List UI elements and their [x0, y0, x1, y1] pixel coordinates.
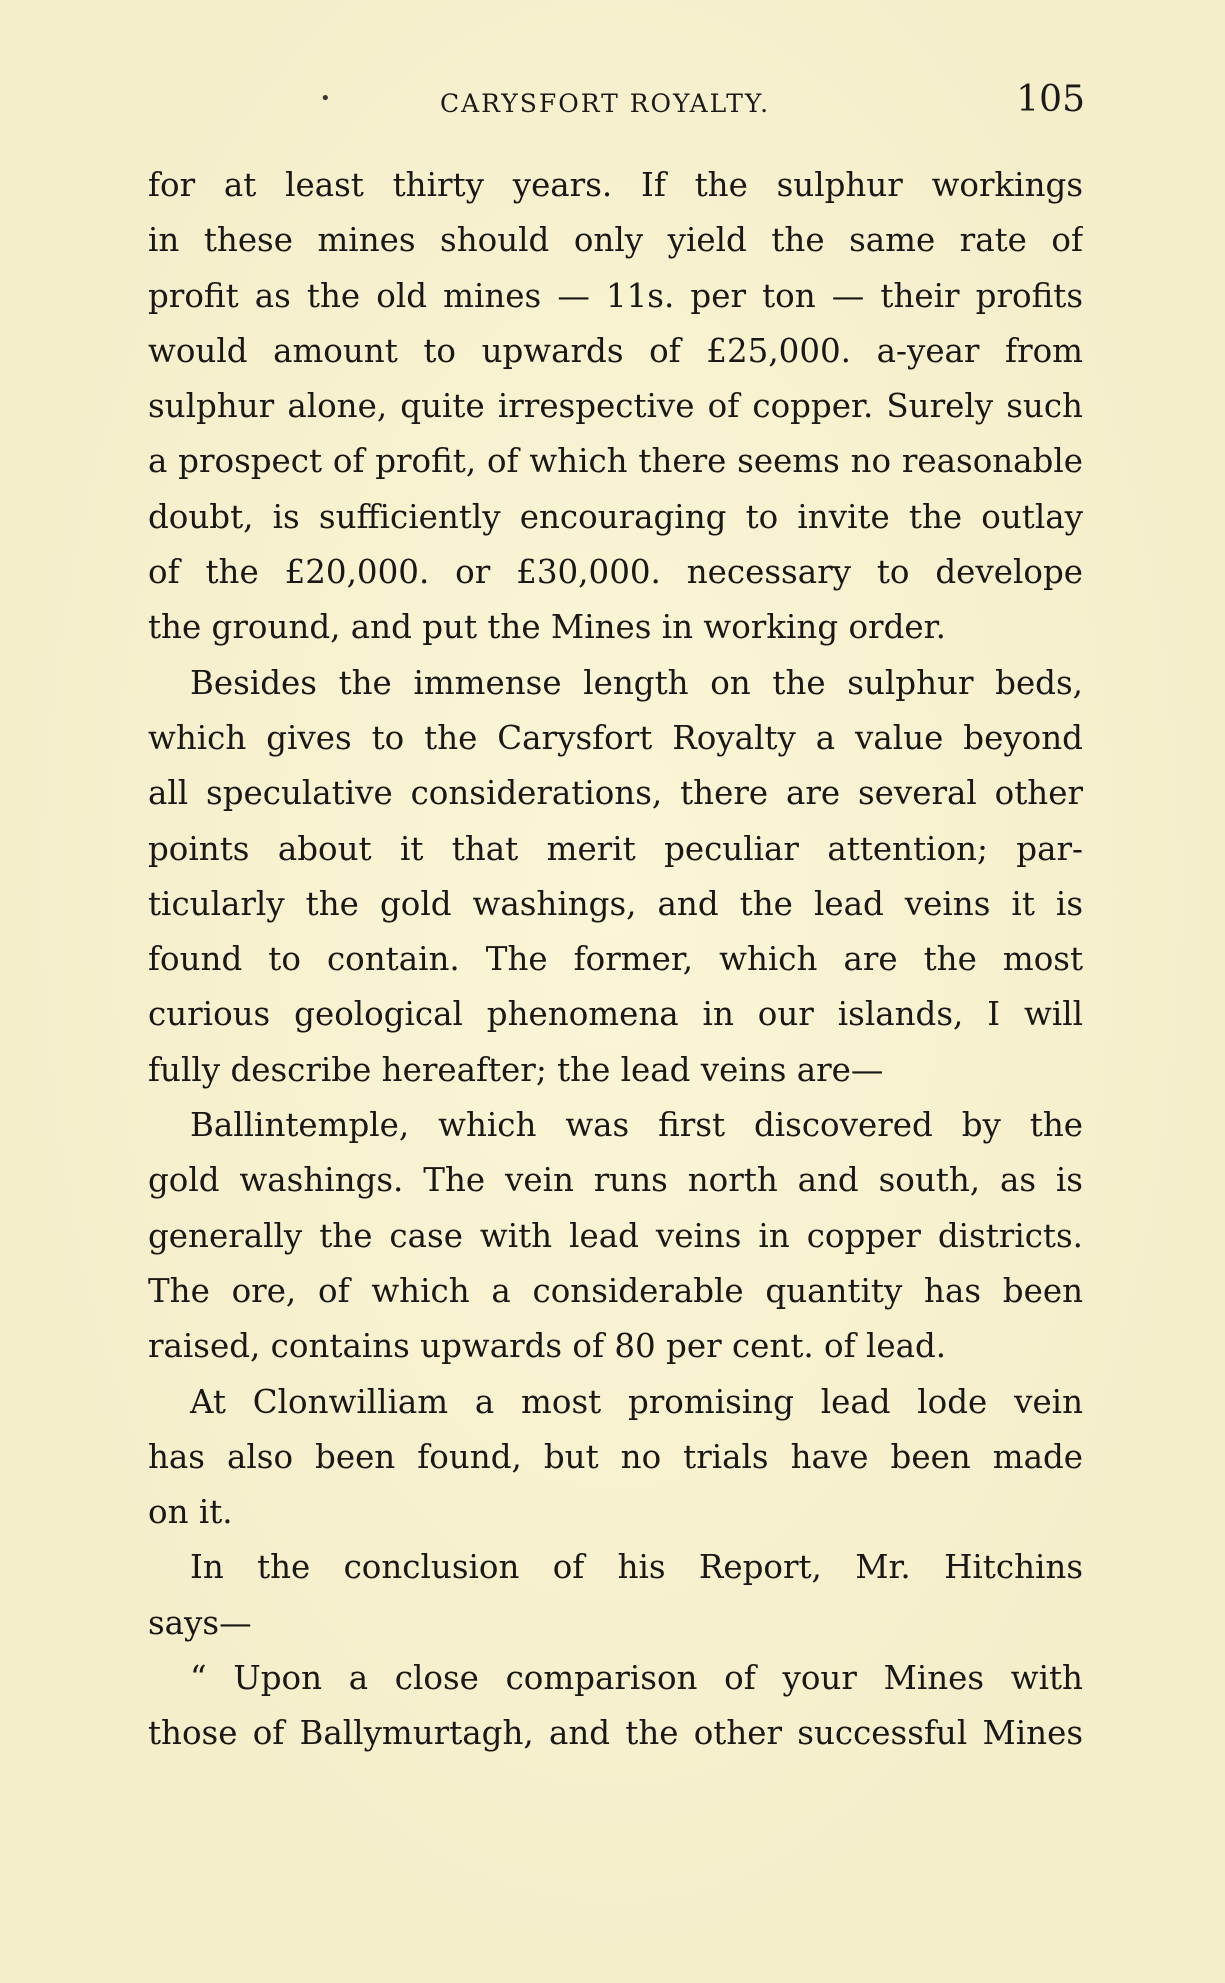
text-line: The ore, of which a considerable quantity has been	[148, 1271, 1083, 1310]
text-line: gold washings. The vein runs north and south, as is	[148, 1161, 1083, 1200]
text-line: Ballintemple, which was first discovered by the	[190, 1106, 1083, 1145]
text-line: the ground, and put the Mines in working order.	[148, 608, 946, 647]
text-line: generally the case with lead veins in copper districts.	[148, 1216, 1083, 1255]
text-line: “ Upon a close comparison of your Mines with	[190, 1659, 1083, 1698]
text-line: a prospect of profit, of which there seems no reasonable	[148, 442, 1083, 481]
text-line: says—	[148, 1603, 252, 1642]
text-line: all speculative considerations, there are several other	[148, 774, 1083, 813]
page-header	[150, 76, 1085, 126]
text-line: for at least thirty years. If the sulphur workings	[148, 166, 1083, 204]
printer-mark: •	[320, 88, 331, 109]
text-line: points about it that merit peculiar attention; par-	[148, 829, 1083, 868]
text-line: on it.	[148, 1493, 233, 1532]
text-line: doubt, is sufficiently encouraging to invite the outlay	[148, 497, 1083, 536]
text-line: ticularly the gold washings, and the lead veins it is	[148, 884, 1083, 923]
text-line: At Clonwilliam a most promising lead lode vein	[190, 1382, 1083, 1421]
body-text	[148, 158, 1083, 1762]
text-line: Besides the immense length on the sulphur beds,	[190, 663, 1083, 702]
text-line: would amount to upwards of £25,000. a-year from	[148, 331, 1083, 370]
running-head: CARYSFORT ROYALTY.	[440, 89, 771, 118]
text-line: of the £20,000. or £30,000. necessary to develope	[148, 553, 1083, 592]
text-line: found to contain. The former, which are the most	[148, 940, 1083, 979]
text-line: curious geological phenomena in our islands, I will	[148, 995, 1083, 1034]
text-line: has also been found, but no trials have been made	[148, 1437, 1083, 1476]
text-line: In the conclusion of his Report, Mr. Hitchins	[190, 1548, 1083, 1587]
text-line: those of Ballymurtagh, and the other successful Mines	[148, 1714, 1083, 1753]
text-line: raised, contains upwards of 80 per cent. of lead.	[148, 1327, 947, 1366]
text-line: profit as the old mines — 11s. per ton — their profits	[148, 276, 1083, 315]
text-line: which gives to the Carysfort Royalty a value beyond	[148, 718, 1083, 757]
text-line: in these mines should only yield the same rate of	[148, 221, 1083, 260]
page-number: 105	[1016, 79, 1085, 120]
text-line: fully describe hereafter; the lead veins are—	[148, 1050, 884, 1089]
text-line: sulphur alone, quite irrespective of copper. Surely such	[148, 387, 1083, 426]
